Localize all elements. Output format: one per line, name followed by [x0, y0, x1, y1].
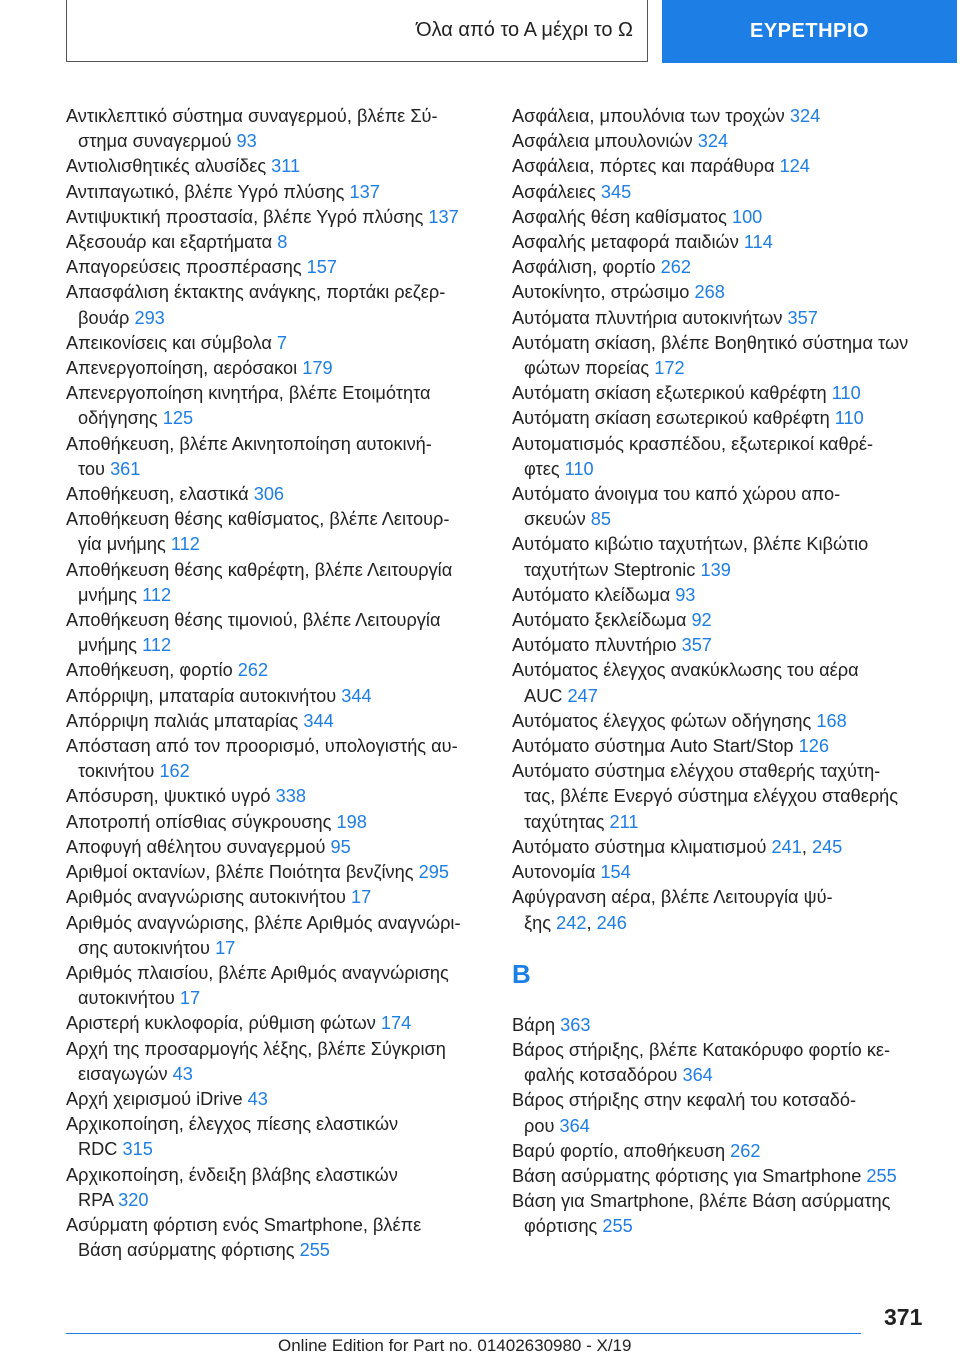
index-entry: [66, 1087, 486, 1112]
index-entry-text: μνήμης: [78, 584, 138, 605]
index-entry-text: Αυτόματη σκίαση εξωτερικού καθρέφτη: [512, 383, 827, 404]
index-entry: [66, 911, 486, 961]
index-entry: [66, 356, 486, 381]
index-entry: [512, 205, 937, 230]
page-link[interactable]: 293: [134, 307, 165, 328]
index-entry-text: Αυτόματο σύστημα ελέγχου σταθερής ταχύτη‐: [512, 761, 881, 782]
page-link[interactable]: 100: [731, 206, 763, 227]
index-entry-text: Αφύγρανση αέρα, βλέπε Λειτουργία ψύ‐: [512, 887, 833, 908]
index-entry-text: βουάρ: [78, 307, 130, 328]
index-entry-text: Ασφάλεια, μπουλόνια των τροχών: [512, 106, 785, 126]
index-entry-text: Ασφάλιση, φορτίο: [512, 257, 656, 278]
index-entry: [66, 154, 486, 179]
index-entry-text: Ασφάλεια μπουλονιών: [512, 131, 693, 152]
index-entry-text: τοκινήτου: [78, 761, 155, 782]
index-entry-text: Αξεσουάρ και εξαρτήματα: [66, 232, 273, 253]
page-link[interactable]: 125: [162, 408, 194, 429]
page-link[interactable]: 361: [110, 458, 141, 479]
index-column-left: [66, 104, 486, 1263]
index-entry-text: ρου: [524, 1115, 555, 1136]
index-entry-text: ταχύτητας: [524, 811, 605, 832]
index-entry: [66, 684, 486, 709]
index-entry: [512, 532, 937, 582]
index-entry-text: σης αυτοκινήτου: [78, 937, 210, 958]
index-entry: [512, 104, 937, 129]
index-entry: [512, 658, 937, 708]
index-entry-text: Αντιπαγωτικό, βλέπε Υγρό πλύσης: [66, 181, 345, 202]
page-link[interactable]: 262: [730, 1140, 761, 1161]
index-entry: [512, 1088, 937, 1138]
index-entry-text: οδήγησης: [78, 408, 158, 429]
page-link[interactable]: 17: [351, 887, 372, 908]
index-entry-text: Αριθμός αναγνώρισης αυτοκινήτου: [66, 887, 346, 908]
footer-edition: Online Edition for Part no. 01402630980 - X/19: [278, 1336, 632, 1355]
index-entry-text: αυτοκινήτου: [78, 988, 175, 1009]
index-entry: [66, 734, 486, 784]
page-link[interactable]: 126: [798, 736, 829, 757]
index-entry: [66, 205, 486, 230]
page-link[interactable]: 8: [277, 232, 288, 253]
page-link[interactable]: 124: [779, 156, 810, 177]
index-entry: [66, 507, 486, 557]
index-entry-text: τας, βλέπε Ενεργό σύστημα ελέγχου σταθερής: [524, 786, 899, 807]
page-link[interactable]: 93: [236, 131, 257, 152]
index-entry-text: Απασφάλιση έκτακτης ανάγκης, πορτάκι ρεζερ‐: [66, 282, 446, 303]
index-entry-text: Ασφάλειες: [512, 181, 596, 202]
page-link[interactable]: 357: [787, 307, 818, 328]
index-entry: [512, 280, 937, 305]
page-link[interactable]: 43: [172, 1063, 193, 1084]
index-entry: [512, 1013, 937, 1038]
index-entry-text: Αποφυγή αθέλητου συναγερμού: [66, 836, 326, 857]
index-entry: [66, 255, 486, 280]
index-entry-text: Αυτόματη σκίαση, βλέπε Βοηθητικό σύστημα των: [512, 332, 909, 353]
index-entry: [66, 1112, 486, 1162]
page-link[interactable]: 245: [811, 836, 843, 857]
index-entry-text: Αυτοκίνητο, στρώσιμο: [512, 282, 690, 303]
index-entry-text: μνήμης: [78, 635, 138, 656]
page-link[interactable]: 157: [306, 257, 338, 278]
page-link[interactable]: 154: [600, 862, 631, 883]
page-link[interactable]: 7: [276, 332, 288, 353]
page-link[interactable]: 137: [428, 206, 459, 227]
index-entry-text: Βαρύ φορτίο, αποθήκευση: [512, 1140, 726, 1161]
page-link[interactable]: 262: [237, 660, 269, 681]
index-entry-text: Αποθήκευση, βλέπε Ακινητοποίηση αυτοκινή‐: [66, 433, 432, 454]
index-entry-text: Αρχή χειρισμού iDrive: [66, 1088, 243, 1109]
footer-divider: [66, 1333, 861, 1334]
page-link[interactable]: 246: [596, 912, 627, 933]
page-link[interactable]: 344: [303, 710, 334, 731]
index-entry-text: Απόσυρση, ψυκτικό υγρό: [66, 786, 271, 807]
page-link[interactable]: 43: [247, 1088, 268, 1109]
index-entry-text: Απενεργοποίηση, αερόσακοι: [66, 358, 298, 379]
index-entry-text: Αρχικοποίηση, έλεγχος πίεσης ελαστικών: [66, 1114, 399, 1135]
index-entry: [66, 1213, 486, 1263]
index-entry: [512, 406, 937, 431]
index-entry: [66, 810, 486, 835]
index-entry-text: Αποτροπή οπίσθιας σύγκρουσης: [66, 811, 332, 832]
index-entry-text: Απόρριψη, μπαταρία αυτοκινήτου: [66, 685, 337, 706]
page-link[interactable]: 114: [743, 232, 773, 253]
index-entry: [512, 1164, 937, 1189]
index-entry: [66, 1011, 486, 1036]
index-entry: [512, 1189, 937, 1239]
index-entry-text: Αυτόματο άνοιγμα του καπό χώρου απο‐: [512, 484, 841, 505]
index-entry: [512, 180, 937, 205]
index-entry: [512, 482, 937, 532]
index-entry: [512, 230, 937, 255]
page-link[interactable]: 168: [816, 710, 847, 731]
index-entry-text: Αυτόματο κλείδωμα: [512, 584, 671, 605]
page-link[interactable]: 110: [834, 408, 864, 429]
index-entry-text: Βάρη: [512, 1014, 556, 1035]
index-entry-text: Αριθμός πλαισίου, βλέπε Αριθμός αναγνώρισης: [66, 962, 449, 983]
index-entry-text: Αποθήκευση θέσης καθρέφτη, βλέπε Λειτουργία: [66, 559, 453, 580]
index-entry-text: Αυτόματος έλεγχος φώτων οδήγησης: [512, 710, 812, 731]
index-entry-text: Απεικονίσεις και σύμβολα: [66, 332, 272, 353]
page-link[interactable]: 247: [567, 685, 598, 706]
index-entry-text: Αυτόματος έλεγχος ανακύκλωσης του αέρα: [512, 660, 859, 681]
index-entry: [66, 961, 486, 1011]
page-link[interactable]: 324: [789, 106, 821, 126]
index-entry: [66, 608, 486, 658]
tab-index[interactable]: [662, 0, 957, 63]
index-entry: [512, 1038, 937, 1088]
page-link[interactable]: 320: [118, 1189, 149, 1210]
page-link[interactable]: 93: [675, 584, 696, 605]
page-link[interactable]: 311: [271, 156, 301, 177]
index-entry: [66, 860, 486, 885]
page-link[interactable]: 112: [170, 534, 200, 555]
page-link[interactable]: 172: [654, 358, 685, 379]
index-entry: Αυτόματο σύστημα κλιματισμού 241, 245: [512, 836, 843, 857]
index-entry-text: Βάση ασύρματης φόρτισης για Smartphone: [512, 1165, 862, 1186]
page-link[interactable]: 324: [697, 131, 729, 152]
page-link[interactable]: 17: [215, 937, 236, 958]
index-entry-text: ξης: [524, 912, 552, 933]
page-link[interactable]: 262: [660, 257, 692, 278]
index-entry-text: RPA: [78, 1189, 114, 1210]
index-entry: [512, 734, 937, 759]
page-link[interactable]: 255: [299, 1240, 330, 1261]
index-entry-text: σκευών: [524, 509, 586, 530]
page-link[interactable]: 112: [142, 584, 172, 605]
index-entry-text: Αυτόματη σκίαση εσωτερικού καθρέφτη: [512, 408, 830, 429]
page-number: 371: [884, 1304, 923, 1330]
index-entry: [512, 255, 937, 280]
index-entry-text: Αυτόματο σύστημα κλιματισμού: [512, 836, 767, 857]
index-entry: [512, 860, 937, 885]
index-entry-text: Αντιψυκτική προστασία, βλέπε Υγρό πλύσης: [66, 206, 424, 227]
index-group-a: [512, 104, 937, 936]
index-entry-text: Αντικλεπτικό σύστημα συναγερμού, βλέπε Σύ‐: [66, 106, 438, 126]
index-entry: [512, 306, 937, 331]
page-link[interactable]: 179: [302, 358, 333, 379]
page-link[interactable]: 306: [253, 484, 285, 505]
index-entry: [66, 381, 486, 431]
index-entry: [512, 129, 937, 154]
index-entry-text: Αυτονομία: [512, 862, 596, 883]
index-entry-text: Απαγορεύσεις προσπέρασης: [66, 257, 302, 278]
index-entry: [66, 104, 486, 154]
index-entry-text: Αριθμοί οκτανίων, βλέπε Ποιότητα βενζίνης: [66, 862, 414, 883]
page-link[interactable]: 338: [275, 786, 306, 807]
tab-a-to-z[interactable]: [66, 0, 648, 62]
page-link[interactable]: 255: [602, 1216, 633, 1237]
page-link[interactable]: 110: [564, 458, 594, 479]
index-entry-text: Αποθήκευση, ελαστικά: [66, 484, 249, 505]
page-link[interactable]: 112: [142, 635, 172, 656]
index-entry: [66, 432, 486, 482]
index-entry-text: Αριθμός αναγνώρισης, βλέπε Αριθμός αναγνώρι‐: [66, 912, 461, 933]
page-link[interactable]: 92: [691, 610, 712, 631]
index-entry-text: Αυτοματισμός κρασπέδου, εξωτερικοί καθρέ‐: [512, 433, 874, 454]
index-entry-text: Αντιολισθητικές αλυσίδες: [66, 156, 267, 177]
index-entry-text: Αυτόματα πλυντήρια αυτοκινήτων: [512, 307, 783, 328]
page-link[interactable]: 95: [330, 836, 351, 857]
index-entry-text: Βάση για Smartphone, βλέπε Βάση ασύρματης: [512, 1191, 891, 1212]
index-entry-text: φώτων πορείας: [524, 358, 650, 379]
index-entry-text: Αρχικοποίηση, ένδειξη βλάβης ελαστικών: [66, 1164, 398, 1185]
index-entry: [66, 709, 486, 734]
index-entry: [66, 1037, 486, 1087]
index-entry-text: Αυτόματο κιβώτιο ταχυτήτων, βλέπε Κιβώτιο: [512, 534, 869, 555]
page-link[interactable]: 255: [866, 1165, 897, 1186]
index-entry: [512, 709, 937, 734]
index-entry-text: εισαγωγών: [78, 1063, 168, 1084]
page-link[interactable]: 139: [700, 559, 731, 580]
index-entry-text: Αριστερή κυκλοφορία, ρύθμιση φώτων: [66, 1013, 376, 1034]
page-link[interactable]: 85: [590, 509, 611, 530]
page-link[interactable]: 242: [556, 912, 587, 933]
index-entry: [512, 432, 937, 482]
index-entry-text: AUC: [524, 685, 563, 706]
index-entry-text: Αρχή της προσαρμογής λέξης, βλέπε Σύγκριση: [66, 1038, 446, 1059]
index-entry: [512, 381, 937, 406]
page-link[interactable]: 110: [831, 383, 861, 404]
page-link[interactable]: 268: [694, 282, 725, 303]
page-link[interactable]: 17: [179, 988, 201, 1009]
index-entry-text: του: [78, 458, 105, 479]
index-entry-text: Ασφαλής μεταφορά παιδιών: [512, 232, 739, 253]
section-letter-b: B: [512, 958, 531, 989]
index-entry: [66, 835, 486, 860]
page-link[interactable]: 344: [341, 685, 372, 706]
page-link[interactable]: 295: [418, 862, 449, 883]
index-entry: Αφύγρανση αέρα, βλέπε Λειτουργία ψύ‐ ξης 242, 246: [512, 887, 833, 933]
index-entry: [512, 608, 937, 633]
page-link[interactable]: 315: [122, 1139, 153, 1160]
tab-index-label: ΕΥΡΕΤΗΡΙΟ: [750, 20, 869, 42]
index-entry-text: φόρτισης: [524, 1216, 598, 1237]
index-entry: [66, 784, 486, 809]
index-entry-text: Αυτόματο πλυντήριο: [512, 635, 677, 656]
index-entry-text: Ασφάλεια, πόρτες και παράθυρα: [512, 156, 775, 177]
page-link[interactable]: 137: [349, 181, 380, 202]
index-entry-text: ταχυτήτων Steptronic: [524, 559, 696, 580]
index-entry: [66, 331, 486, 356]
index-entry: [66, 885, 486, 910]
index-entry-text: RDC: [78, 1139, 118, 1160]
index-entry-text: Ασύρματη φόρτιση ενός Smartphone, βλέπε: [66, 1214, 422, 1235]
index-entry-text: Αυτόματο σύστημα Auto Start/Stop: [512, 736, 794, 757]
index-entry-text: φτες: [524, 458, 560, 479]
index-entry: [512, 633, 937, 658]
index-entry: [66, 482, 486, 507]
index-entry-text: Βάρος στήριξης, βλέπε Κατακόρυφο φορτίο κε‐: [512, 1039, 891, 1060]
index-entry: [66, 558, 486, 608]
index-column-right: [512, 104, 937, 1240]
index-entry-text: στημα συναγερμού: [78, 131, 232, 152]
page-link[interactable]: 211: [609, 811, 639, 832]
page-link[interactable]: 364: [682, 1065, 713, 1086]
index-entry: [512, 331, 937, 381]
index-entry-text: Αποθήκευση θέσης καθίσματος, βλέπε Λειτουρ‐: [66, 509, 450, 530]
index-entry: [66, 230, 486, 255]
index-entry-text: Αποθήκευση θέσης τιμονιού, βλέπε Λειτουργία: [66, 610, 441, 631]
index-entry-text: Αυτόματο ξεκλείδωμα: [512, 610, 687, 631]
index-entry-text: φαλής κοτσαδόρου: [524, 1065, 678, 1086]
index-entry: [512, 759, 937, 835]
index-entry-text: γία μνήμης: [78, 534, 166, 555]
index-entry-text: Αποθήκευση, φορτίο: [66, 660, 233, 681]
page-link[interactable]: 174: [380, 1013, 412, 1034]
page-link[interactable]: 363: [560, 1014, 591, 1035]
index-group-b: [512, 1013, 937, 1240]
page-link[interactable]: 364: [559, 1115, 590, 1136]
index-entry: [66, 1163, 486, 1213]
index-entry-text: Απενεργοποίηση κινητήρα, βλέπε Ετοιμότητα: [66, 383, 431, 404]
page-link[interactable]: 357: [681, 635, 712, 656]
page-link[interactable]: 162: [159, 761, 190, 782]
index-entry: [66, 658, 486, 683]
page-link[interactable]: 345: [600, 181, 632, 202]
index-entry-text: Βάση ασύρματης φόρτισης: [78, 1240, 295, 1261]
index-entry: [512, 1139, 937, 1164]
tab-a-to-z-label: Όλα από το Α μέχρι το Ω: [416, 19, 633, 41]
index-entry: [66, 180, 486, 205]
index-entry-text: Απόρριψη παλιάς μπαταρίας: [66, 710, 299, 731]
index-entry: [512, 154, 937, 179]
page-link[interactable]: 198: [336, 811, 367, 832]
index-entry: [66, 280, 486, 330]
index-entry-text: Ασφαλής θέση καθίσματος: [512, 206, 727, 227]
page-link[interactable]: 241: [771, 836, 802, 857]
header-tabs: [66, 0, 957, 63]
index-entry: [512, 583, 937, 608]
index-entry-text: Απόσταση από τον προορισμό, υπολογιστής αυ‐: [66, 736, 458, 757]
index-entry-text: Βάρος στήριξης στην κεφαλή του κοτσαδό‐: [512, 1090, 857, 1111]
